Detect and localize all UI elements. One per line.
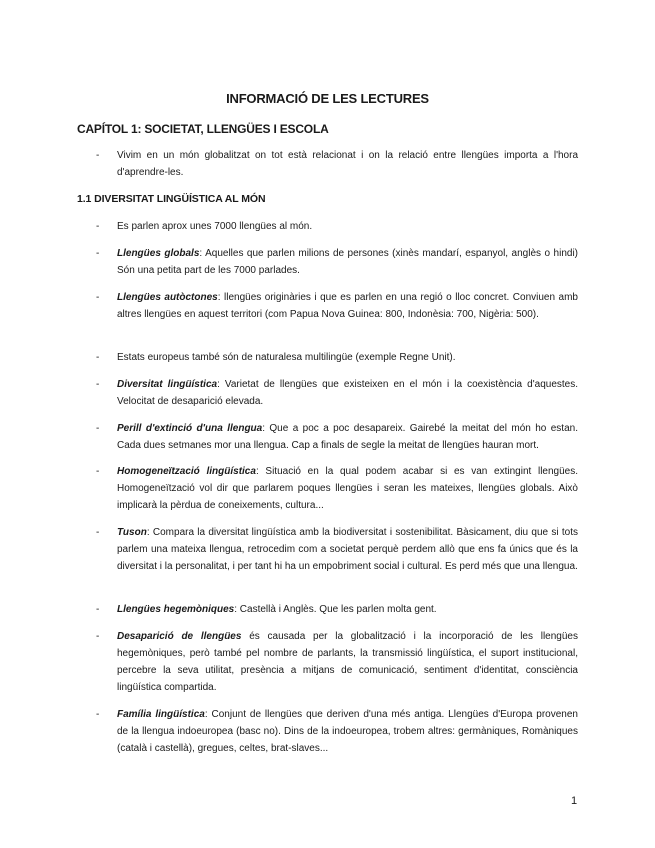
bullet-dash: - [96, 352, 100, 363]
list-item [77, 524, 578, 575]
list-item [77, 376, 578, 410]
bullet-dash: - [96, 709, 100, 720]
item-text: : Compara la diversitat lingüística amb la biodiversitat i sostenibilitat. Bàsicament, diu que si tots parlem una mateixa llengua, retrocedim com a societat perquè perdem allò que ens fa únics que és la diversitat i la personalitat, i per tant hi ha un empobriment social i cultural. Es perd més que una llengua. [117, 527, 578, 572]
list-item [77, 706, 578, 757]
item-text: : Castellà i Anglès. Que les parlen molta gent. [234, 604, 437, 615]
item-text: és causada per la globalització i la incorporació de les llengües hegemòniques, però també pel nombre de parlants, la transmissió lingüística, el suport institucional, percebre la seva utilitat, presència a mitjans de comunicació, sentiment d'identitat, consciència lingüística compartida. [117, 631, 578, 693]
bullet-dash: - [96, 604, 100, 615]
item-text: : Aquelles que parlen milions de persones (xinès mandarí, espanyol, anglès o hindi) Són una petita part de les 7000 parlades. [117, 248, 578, 276]
section-heading: 1.1 DIVERSITAT LINGÜÍSTICA AL MÓN [77, 193, 266, 205]
list-item [77, 349, 578, 366]
list-item [77, 601, 578, 618]
item-term: Llengües autòctones [117, 292, 218, 303]
item-term: Desaparició de llengües [117, 631, 242, 642]
item-term: Llengües hegemòniques [117, 604, 235, 615]
bullet-dash: - [96, 466, 100, 477]
bullet-dash: - [96, 150, 100, 161]
list-item [77, 245, 578, 279]
item-text: Es parlen aprox unes 7000 llengües al món. [117, 221, 313, 232]
item-term: Perill d'extinció d'una llengua [117, 423, 263, 434]
list-item [77, 147, 578, 181]
bullet-dash: - [96, 221, 100, 232]
chapter-heading: CAPÍTOL 1: SOCIETAT, LLENGÜES I ESCOLA [77, 122, 329, 136]
item-term: Tuson [117, 527, 147, 538]
item-term: Família lingüística [117, 709, 205, 720]
item-text: Vivim en un món globalitzat on tot està relacionat i on la relació entre llengües importa a l'hora d'aprendre-les. [117, 150, 578, 178]
item-term: Diversitat lingüística [117, 379, 218, 390]
item-text: : Varietat de llengües que existeixen en el món i la coexistència d'aquestes. Velocitat de desaparició elevada. [117, 379, 579, 407]
list-item [77, 218, 578, 235]
bullet-dash: - [96, 292, 100, 303]
item-text: : Que a poc a poc desapareix. Gairebé la meitat del món ho estan. Cada dues setmanes mor una llengua. Cap a finals de segle la meitat de llengües hauran mort. [117, 423, 578, 451]
item-text: : Conjunt de llengües que deriven d'una més antiga. Llengües d'Europa provenen de la llengua indoeuropea (basc no). Dins de la indoeuropea, trobem altres: germàniques, Romàniques (català i castellà), gregues, celtes, brat-slaves... [117, 709, 578, 754]
item-text: Estats europeus també són de naturalesa multilingüe (exemple Regne Unit). [117, 352, 456, 363]
bullet-dash: - [96, 631, 100, 642]
item-term: Llengües globals [117, 248, 200, 259]
list-item [77, 463, 578, 514]
list-item [77, 420, 578, 454]
list-item [77, 628, 578, 696]
bullet-dash: - [96, 527, 100, 538]
bullet-dash: - [96, 423, 100, 434]
bullet-dash: - [96, 379, 100, 390]
bullet-dash: - [96, 248, 100, 259]
item-text: : Situació en la qual podem acabar si es van extingint llengües. Homogeneïtzació vol dir que parlarem poques llengües i seran les mateixes, llengües globals. Això implicarà la pèrdua de coneixements, cultura... [117, 466, 578, 511]
item-text: : llengües originàries i que es parlen en una regió o lloc concret. Conviuen amb altres llengües en aquest territori (com Papua Nova Guinea: 800, Indonèsia: 700, Nigèria: 500). [117, 292, 578, 320]
list-item [77, 289, 578, 323]
document-title: INFORMACIÓ DE LES LECTURES [226, 91, 429, 106]
item-term: Homogeneïtzació lingüística [117, 466, 256, 477]
page-number: 1 [571, 795, 578, 807]
